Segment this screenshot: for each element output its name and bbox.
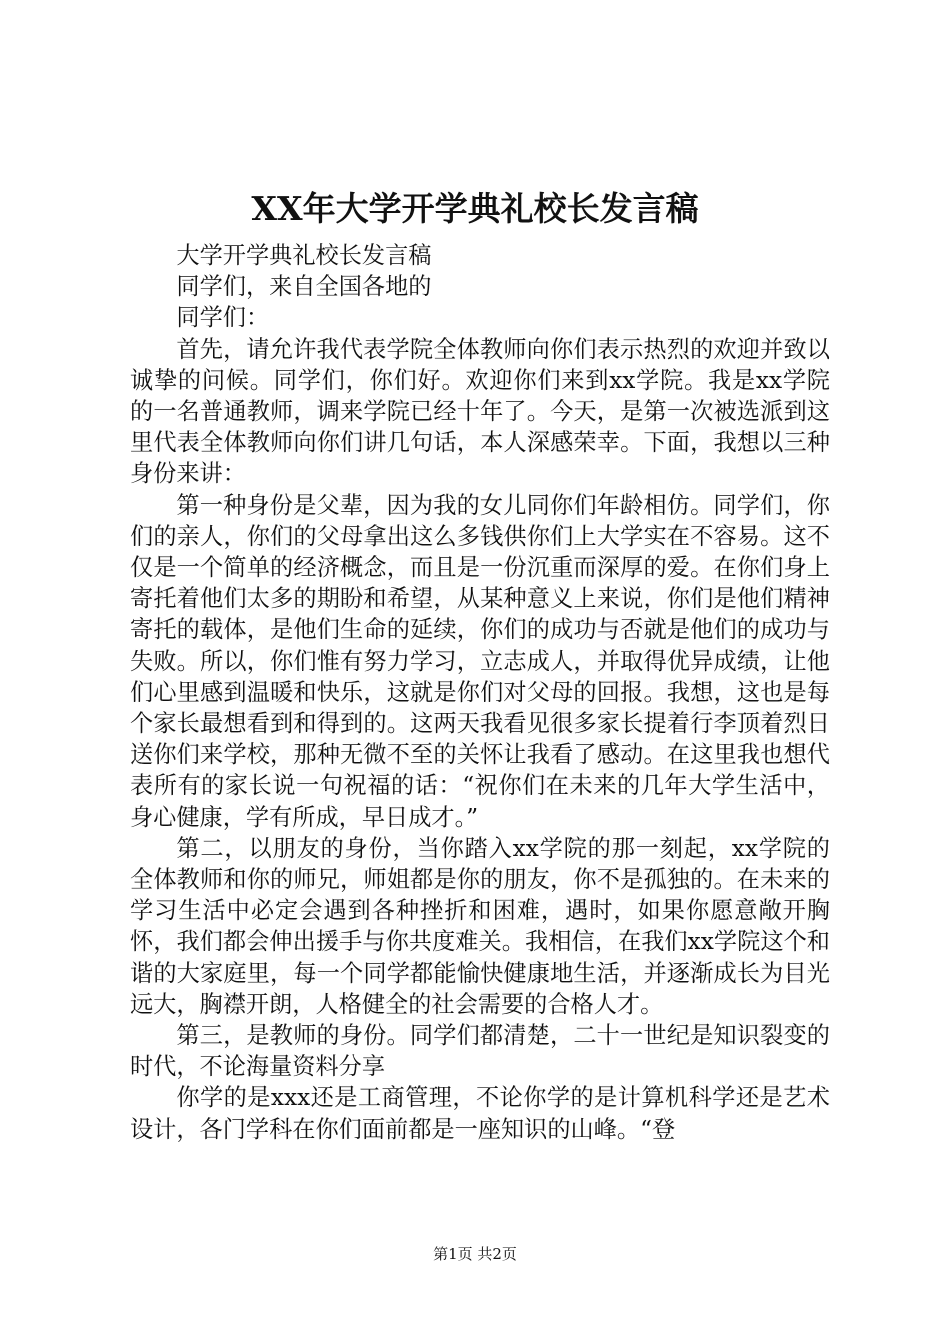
paragraph-opening: 首先，请允许我代表学院全体教师向你们表示热烈的欢迎并致以诚挚的问候。同学们，你们好。欢迎你们来到xx学院。我是xx学院的一名普通教师，调来学院已经十年了。今天，是第一次被选派到这里代表全体教师向你们讲几句话，本人深感荣幸。下面，我想以三种身份来讲： [130,335,830,488]
document-body [130,240,830,1145]
paragraph-third-identity: 第三，是教师的身份。同学们都清楚，二十一世纪是知识裂变的时代，不论海量资料分享 [130,1022,830,1081]
paragraph-second-identity: 第二，以朋友的身份，当你踏入xx学院的那一刻起，xx学院的全体教师和你的师兄，师姐都是你的朋友，你不是孤独的。在未来的学习生活中必定会遇到各种挫折和困难，遇时，如果你愿意敞开胸怀，我们都会伸出援手与你共度难关。我相信，在我们xx学院这个和谐的大家庭里，每一个同学都能愉快健康地生活，并逐渐成长为目光远大，胸襟开朗，人格健全的社会需要的合格人才。 [130,834,830,1018]
page-number-footer: 第1页 共2页 [433,1245,517,1263]
paragraph-greeting-line: 同学们，来自全国各地的 [176,273,432,301]
paragraph-continuation: 你学的是xxx还是工商管理，不论你学的是计算机科学还是艺术设计，各门学科在你们面前都是一座知识的山峰。“登 [130,1084,830,1143]
paragraph-salutation: 同学们： [176,304,270,332]
paragraph-first-identity: 第一种身份是父辈，因为我的女儿同你们年龄相仿。同学们，你们的亲人，你们的父母拿出这么多钱供你们上大学实在不容易。这不仅是一个简单的经济概念，而且是一份沉重而深厚的爱。在你们身上寄托着他们太多的期盼和希望，从某种意义上来说，你们是他们精神寄托的载体，是他们生命的延续，你们的成功与否就是他们的成功与失败。所以，你们惟有努力学习，立志成人，并取得优异成绩，让他们心里感到温暖和快乐，这就是你们对父母的回报。我想，这也是每个家长最想看到和得到的。这两天我看见很多家长提着行李顶着烈日送你们来学校，那种无微不至的关怀让我看了感动。在这里我也想代表所有的家长说一句祝福的话：“祝你们在未来的几年大学生活中，身心健康，学有所成，早日成才。” [130,491,830,831]
paragraph-subtitle: 大学开学典礼校长发言稿 [176,242,432,269]
document-title: XX年大学开学典礼校长发言稿 [251,189,699,228]
